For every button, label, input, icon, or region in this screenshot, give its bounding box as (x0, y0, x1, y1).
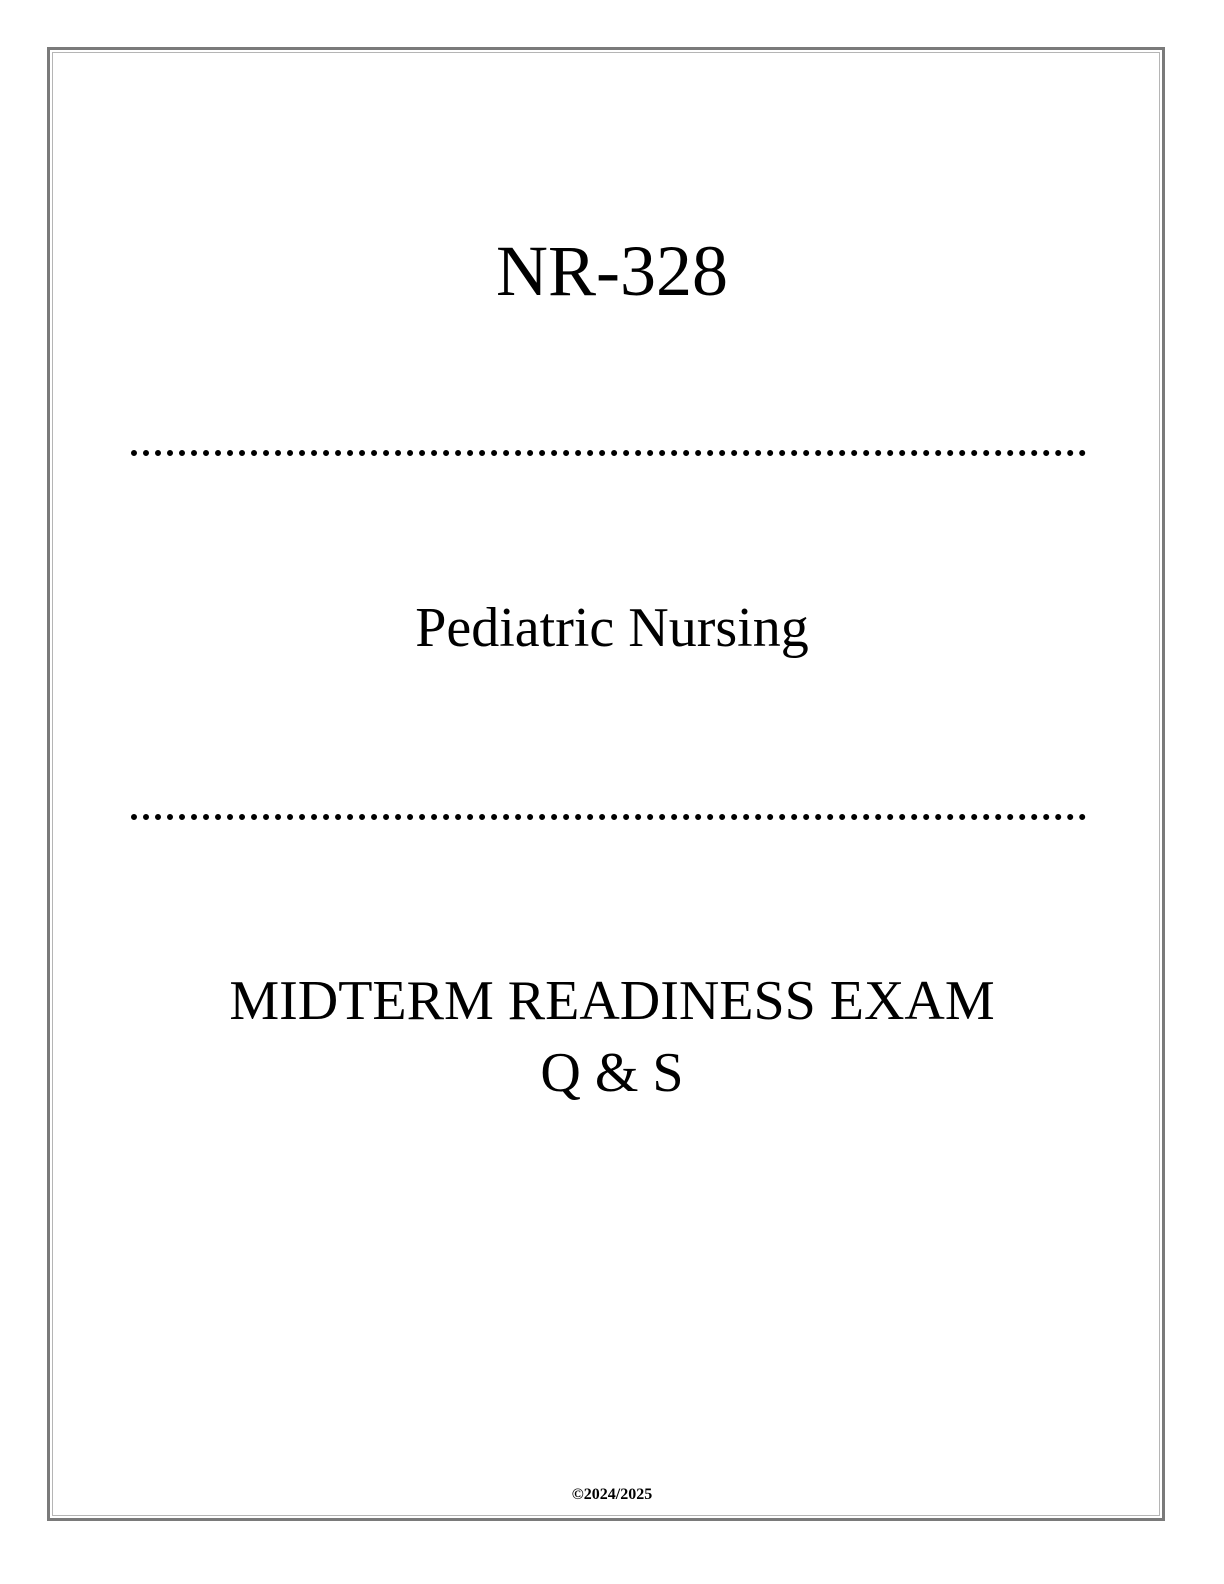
exam-subtitle: Q & S (540, 1042, 684, 1104)
course-name: Pediatric Nursing (415, 597, 809, 659)
copyright-notice: ©2024/2025 (571, 1486, 653, 1503)
dotted-divider-top (131, 450, 1086, 456)
dotted-divider-bottom (131, 814, 1086, 820)
course-code: NR-328 (496, 231, 728, 311)
exam-title: MIDTERM READINESS EXAM (229, 970, 995, 1032)
